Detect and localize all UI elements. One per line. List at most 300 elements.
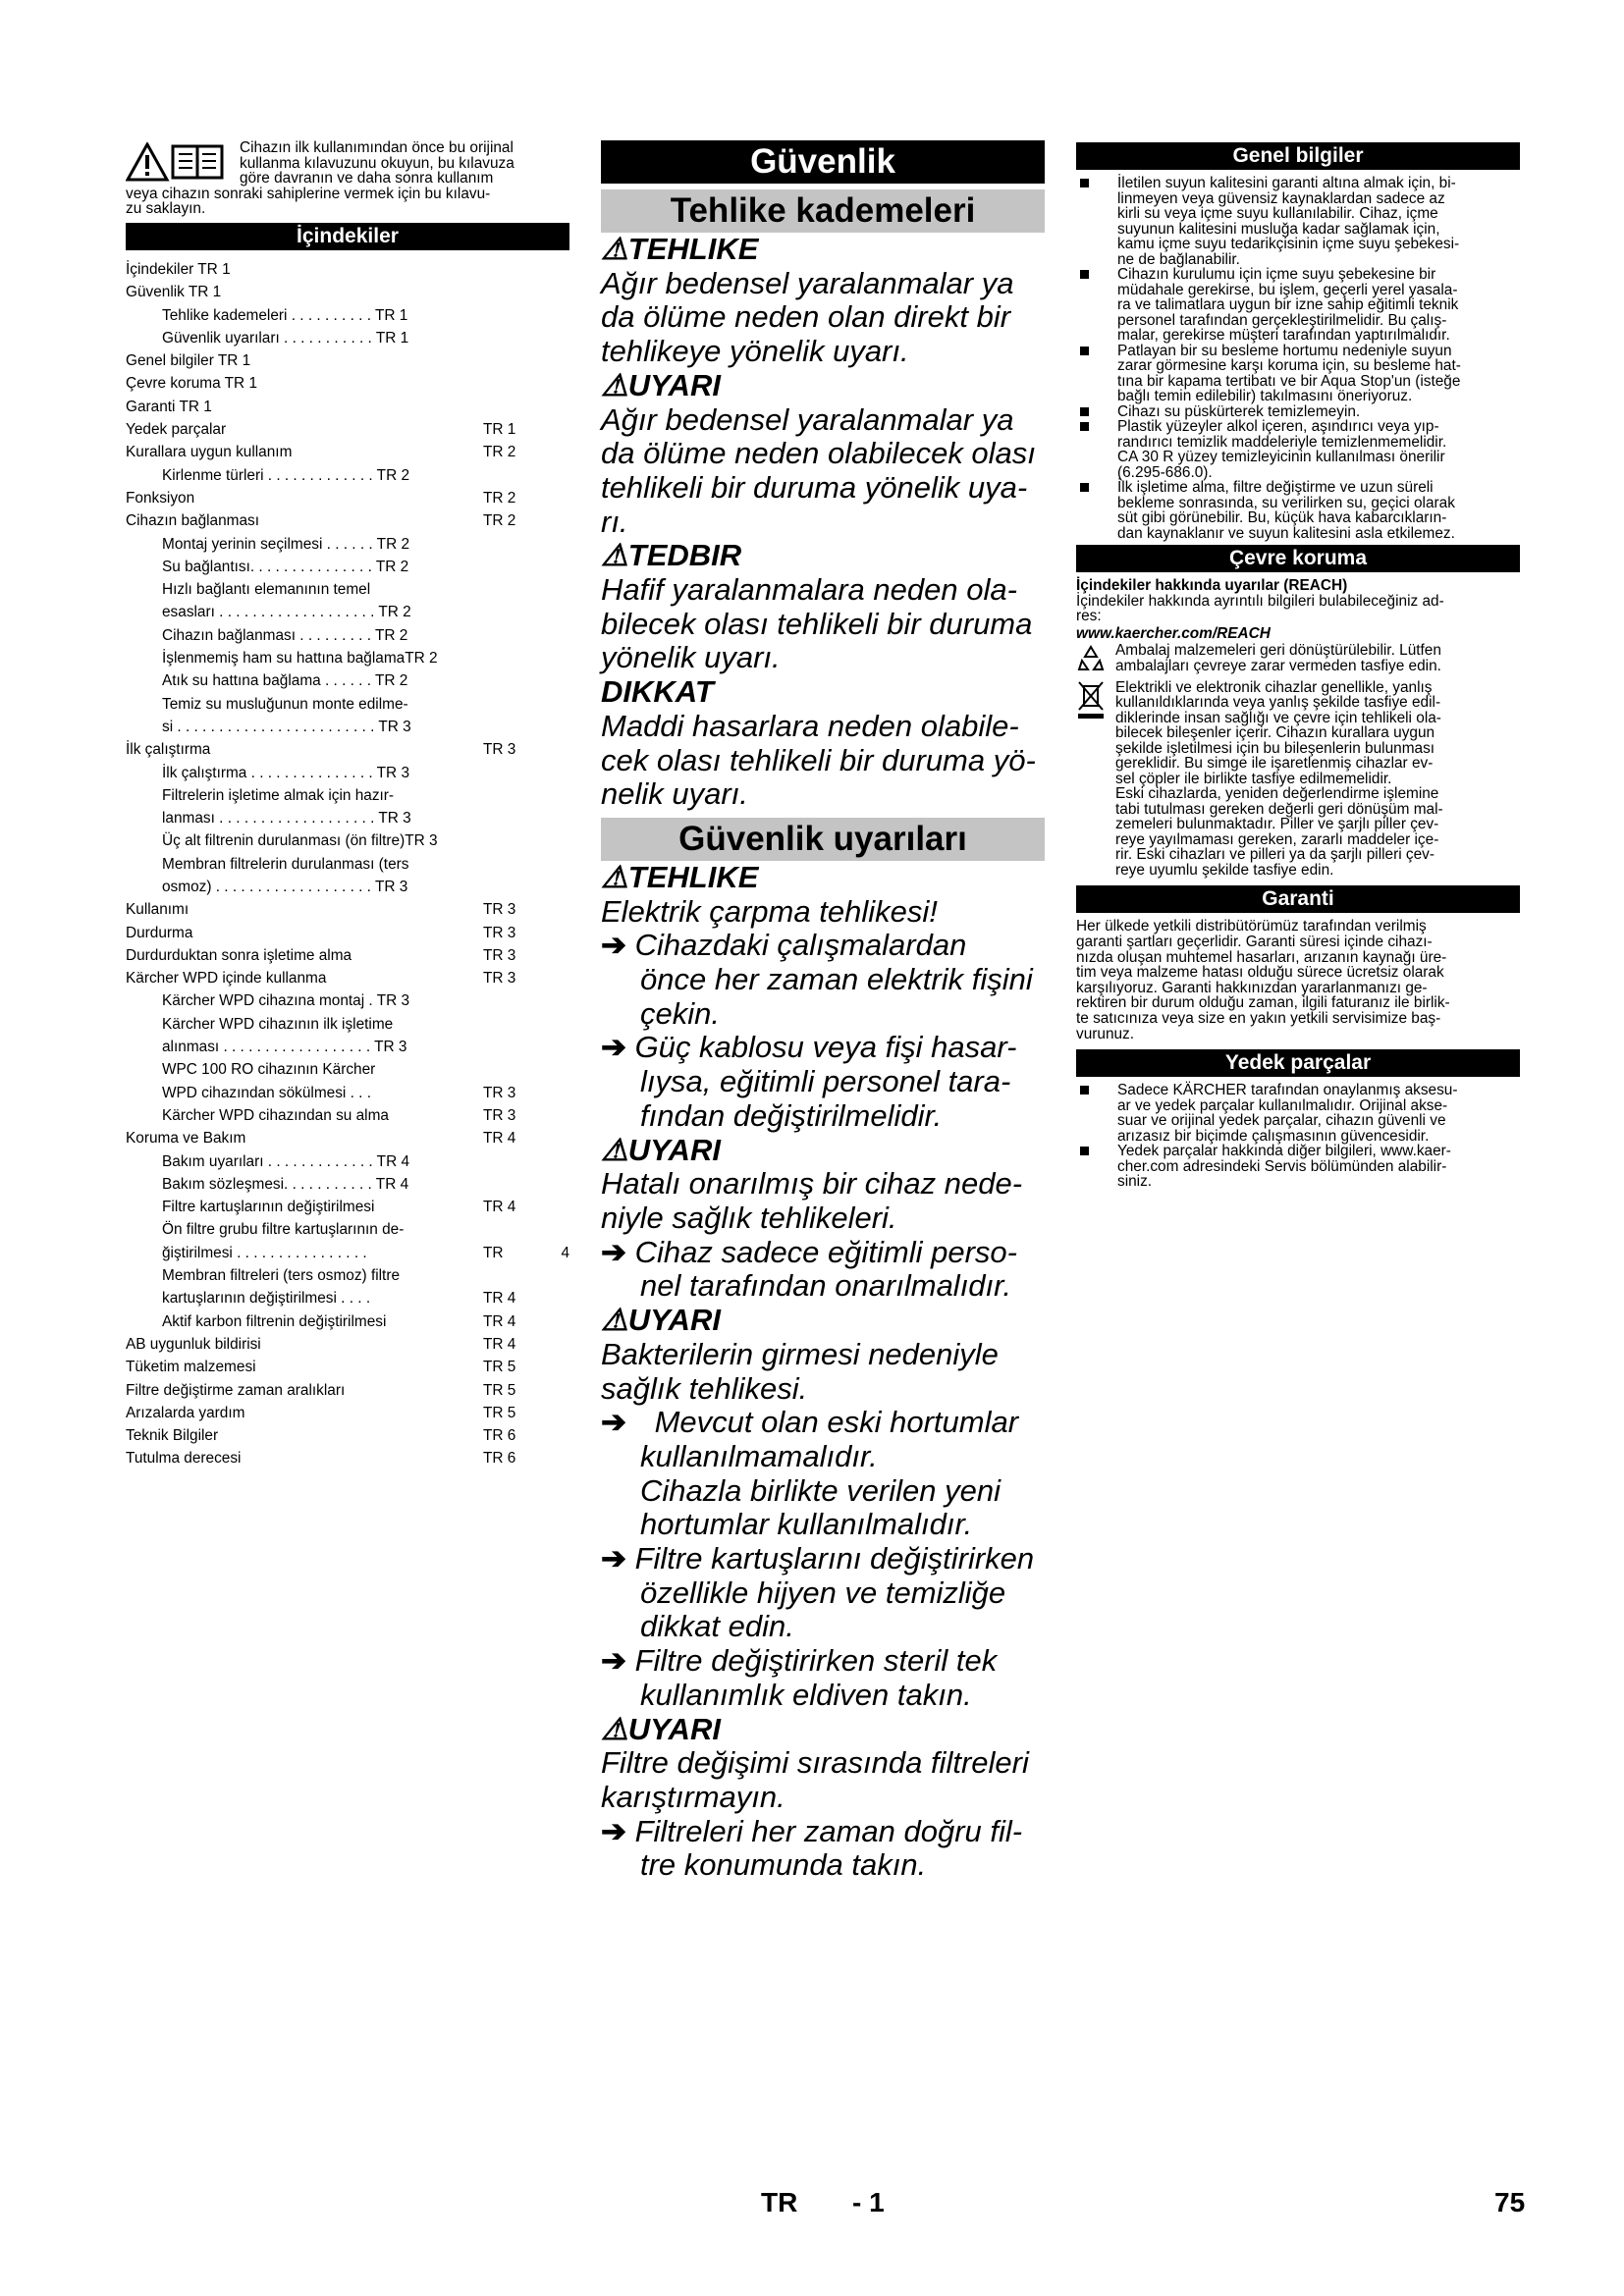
toc-entry[interactable]	[126, 1310, 569, 1333]
toc-entry-title: Çevre koruma TR 1	[126, 375, 257, 393]
toc-entry-title: Kurallara uygun kullanım	[126, 444, 293, 461]
note-action-line: dikkat edin.	[640, 1609, 794, 1644]
toc-entry-page: TR 6	[483, 1427, 516, 1445]
toc-entry-extra	[530, 1287, 569, 1309]
toc-entry[interactable]	[126, 1264, 569, 1287]
danger-levels	[601, 233, 1045, 812]
toc-entry-extra	[530, 647, 569, 669]
level-text: Ağır bedensel yaralanmalar ya	[601, 401, 1014, 437]
weee-line: sel çöpler ile birlikte tasfiye edilmemelidir.	[1115, 770, 1392, 787]
toc-entry-title: alınması . . . . . . . . . . . . . . . . . . TR 3	[162, 1039, 407, 1056]
warranty-heading: Garanti	[1076, 885, 1520, 913]
toc-entry-extra	[530, 1082, 569, 1104]
arrow-right-icon: ➔	[601, 928, 635, 963]
toc-entry-extra	[530, 716, 569, 738]
warranty-line: rektiren bir durum olduğu zaman, ilgili faturanız ile birlik-	[1076, 994, 1450, 1012]
danger-levels-heading: Tehlike kademeleri	[601, 189, 1045, 233]
toc-entry[interactable]	[126, 716, 569, 738]
reach-text: res:	[1076, 608, 1102, 625]
level-text: yönelik uyarı.	[601, 640, 781, 675]
toc-entry[interactable]	[126, 1447, 569, 1469]
toc-entry[interactable]	[126, 396, 569, 418]
toc-entry[interactable]	[126, 967, 569, 989]
bullet-line: arızasız bir biçimde çalışmasının güvencesidir.	[1117, 1127, 1430, 1145]
bullet-item	[1076, 419, 1520, 480]
bullet-line: kamu içme suyu tedarikçisinin içme suyu şebekesi-	[1117, 236, 1460, 252]
toc-entry-page	[483, 762, 530, 784]
toc-entry[interactable]	[126, 487, 569, 509]
toc-entry-extra	[530, 281, 569, 303]
note-action: ➔ Filtre kartuşlarını değiştirirken	[601, 1541, 1035, 1576]
toc-entry[interactable]	[126, 1082, 569, 1104]
toc-entry-page	[483, 578, 530, 601]
toc-entry-title: Su bağlantısı. . . . . . . . . . . . . . . TR 2	[162, 558, 409, 575]
toc-entry[interactable]	[126, 807, 569, 829]
toc-entry[interactable]	[126, 1150, 569, 1173]
toc-entry[interactable]	[126, 876, 569, 898]
toc-entry-extra	[530, 349, 569, 372]
toc-entry[interactable]	[126, 693, 569, 716]
left-column	[126, 140, 569, 1470]
note-action-line: fından değiştirilmelidir.	[640, 1097, 943, 1133]
toc-entry[interactable]	[126, 1196, 569, 1218]
toc-entry-page: TR 3	[483, 901, 516, 919]
toc-entry-page	[483, 669, 530, 692]
bullet-line: Patlayan bir su besleme hortumu nedeniyle suyun	[1117, 342, 1452, 359]
toc-entry-page	[483, 556, 530, 578]
toc-entry[interactable]	[126, 304, 569, 327]
toc-entry-title: Filtrelerin işletime almak için hazır-	[162, 786, 395, 804]
toc-entry-page: TR 1	[483, 421, 516, 439]
warning-triangle-icon: ⚠	[601, 1132, 628, 1167]
toc-heading: İçindekiler	[126, 223, 569, 250]
arrow-right-icon: ➔	[601, 1405, 635, 1440]
toc-entry-page	[483, 853, 530, 876]
toc-entry-title: Kärcher WPD cihazının ilk işletime	[162, 1015, 394, 1033]
note-action-line: kullanımlık eldiven takın.	[640, 1677, 972, 1712]
toc-entry-title: Tutulma derecesi	[126, 1450, 242, 1468]
toc-entry-extra	[530, 1310, 569, 1333]
toc-entry-title: AB uygunluk bildirisi	[126, 1335, 261, 1353]
toc-entry-page: TR 4	[483, 1130, 516, 1148]
toc-entry[interactable]	[126, 922, 569, 944]
toc-entry-title: Yedek parçalar	[126, 421, 227, 439]
toc-entry-page	[483, 1036, 530, 1058]
note-action-line: nel tarafından onarılmalıdır.	[640, 1268, 1011, 1304]
warning-triangle-icon: ⚠	[601, 1303, 628, 1338]
toc-entry[interactable]	[126, 989, 569, 1012]
toc-entry[interactable]	[126, 784, 569, 807]
bullet-item	[1076, 176, 1520, 267]
warranty-text	[1076, 919, 1520, 1041]
toc-entry-title: Kärcher WPD cihazına montaj . TR 3	[162, 992, 410, 1010]
toc-entry[interactable]	[126, 258, 569, 281]
bullet-line: Cihazın kurulumu için içme suyu şebekesine bir	[1117, 266, 1436, 283]
toc-entry-extra	[530, 784, 569, 807]
toc-entry-page	[483, 716, 530, 738]
toc-entry[interactable]	[126, 1402, 569, 1424]
toc-entry-page: TR 2	[483, 489, 516, 507]
toc-entry-extra	[530, 1196, 569, 1218]
bullet-line: siniz.	[1117, 1173, 1153, 1191]
note-text: Hatalı onarılmış bir cihaz nede-	[601, 1166, 1023, 1201]
toc-entry-page	[483, 601, 530, 623]
toc-list	[126, 258, 569, 1470]
warranty-line: te satıcınıza veya size en yakın yetkili servisimize baş-	[1076, 1009, 1441, 1027]
note-action-line: önce her zaman elektrik fişini	[640, 962, 1033, 997]
note-action-line: Cihazla birlikte verilen yeni	[640, 1472, 1001, 1508]
toc-entry-title: Kullanımı	[126, 901, 189, 919]
warranty-line: Her ülkede yetkili distribütörümüz tarafından verilmiş	[1076, 918, 1427, 935]
toc-entry-title: osmoz) . . . . . . . . . . . . . . . . . . . TR 3	[162, 878, 408, 895]
toc-entry-page	[483, 1218, 530, 1241]
toc-entry-page	[483, 258, 530, 281]
note-action-line: lıysa, eğitimli personel tara-	[640, 1064, 1011, 1099]
toc-entry-extra	[530, 487, 569, 509]
weee-line: zemeleri bulunmaktadır. Piller ve şarjlı piller çev-	[1115, 816, 1439, 833]
bullet-line: malar, gerekirse müşteri tarafından yaptırılmalıdır.	[1117, 327, 1450, 344]
safety-notes-heading: Güvenlik uyarıları	[601, 818, 1045, 861]
toc-entry-title: Genel bilgiler TR 1	[126, 352, 251, 370]
bullet-line: suyunun kalitesini musluğa kadar sağlamak için,	[1117, 220, 1440, 238]
bullet-item	[1076, 267, 1520, 344]
note-action-line: kullanılmamalıdır.	[640, 1438, 878, 1473]
level-text: nelik uyarı.	[601, 776, 748, 812]
toc-entry[interactable]	[126, 281, 569, 303]
toc-entry[interactable]	[126, 829, 569, 852]
toc-entry[interactable]	[126, 898, 569, 921]
bullet-item	[1076, 480, 1520, 541]
bullet-line: İletilen suyun kalitesini garanti altına almak için, bi-	[1117, 175, 1456, 191]
intro-line: zu saklayın.	[126, 200, 206, 218]
toc-entry-extra	[530, 1013, 569, 1036]
note-head: ⚠TEHLIKE	[601, 859, 759, 894]
bullet-square-icon	[1076, 267, 1117, 344]
toc-entry-extra	[530, 1218, 569, 1241]
toc-entry[interactable]	[126, 669, 569, 692]
bullet-line: Plastik yüzeyler alkol içeren, aşındırıcı veya yıp-	[1117, 418, 1439, 435]
toc-entry-title: Montaj yerinin seçilmesi . . . . . . TR 2	[162, 535, 410, 553]
toc-entry-page	[483, 624, 530, 647]
middle-column	[601, 140, 1045, 1883]
toc-entry[interactable]	[126, 1058, 569, 1081]
note-head: ⚠UYARI	[601, 1132, 721, 1167]
toc-entry-extra	[530, 1402, 569, 1424]
toc-entry-extra	[530, 876, 569, 898]
toc-entry[interactable]	[126, 556, 569, 578]
toc-entry[interactable]	[126, 372, 569, 395]
warning-manual-icon	[126, 142, 226, 182]
toc-entry-title: Membran filtrelerin durulanması (ters	[162, 855, 409, 873]
note-action: ➔ Filtre değiştirirken steril tek	[601, 1643, 998, 1679]
recycle-text: ambalajları çevreye zarar vermeden tasfiye edin.	[1115, 657, 1441, 674]
toc-entry-title: Filtre kartuşlarının değiştirilmesi	[162, 1199, 375, 1216]
bullet-line: CA 30 R yüzey temizleyicinin kullanılması önerilir	[1117, 449, 1445, 465]
note-text: karıştırmayın.	[601, 1779, 785, 1814]
toc-entry-page	[483, 647, 530, 669]
toc-entry-page: TR 3	[483, 924, 516, 941]
toc-entry-page: TR 5	[483, 1359, 516, 1376]
toc-entry-extra	[530, 898, 569, 921]
toc-entry-page: TR 3	[483, 1084, 516, 1101]
safety-notes	[601, 861, 1045, 1883]
warning-triangle-icon: ⚠	[601, 1711, 628, 1746]
arrow-right-icon: ➔	[601, 1234, 635, 1269]
level-text: Maddi hasarlara neden olabile-	[601, 708, 1019, 743]
toc-entry-page	[483, 1264, 530, 1287]
toc-entry-extra	[530, 601, 569, 623]
toc-entry-extra	[530, 693, 569, 716]
warranty-line: karşılıyoruz. Garanti hakkınızdan yararlanmanızı ge-	[1076, 979, 1428, 996]
toc-entry[interactable]	[126, 762, 569, 784]
toc-entry[interactable]	[126, 1173, 569, 1196]
warranty-line: nızda oluşan muhtemel hasarları, arızanın kaynağı üre-	[1076, 948, 1447, 966]
toc-entry-title: Membran filtreleri (ters osmoz) filtre	[162, 1267, 401, 1285]
note-action: ➔ Cihaz sadece eğitimli perso-	[601, 1234, 1017, 1269]
intro-line: Cihazın ilk kullanımından önce bu orijinal	[240, 139, 514, 156]
level-dikkat: DIKKAT	[601, 674, 714, 710]
toc-entry-page	[483, 396, 530, 418]
bullet-line: süt gibi görünebilir. Bu, küçük hava kabarcıkların-	[1117, 509, 1447, 526]
toc-entry-title: lanması . . . . . . . . . . . . . . . . . . . TR 3	[162, 810, 411, 828]
toc-entry[interactable]	[126, 738, 569, 761]
general-info-list	[1076, 176, 1520, 541]
level-text: tehlikeye yönelik uyarı.	[601, 334, 909, 369]
toc-entry-extra	[530, 1379, 569, 1402]
toc-entry-extra	[530, 738, 569, 761]
toc-entry[interactable]	[126, 533, 569, 556]
bullet-line: personel tarafından gerçekleştirilmelidir. Bu çalış-	[1117, 311, 1447, 329]
toc-entry-title: Durdurduktan sonra işletime alma	[126, 946, 352, 964]
note-action-line: özellikle hijyen ve temizliğe	[640, 1575, 1006, 1610]
toc-entry[interactable]	[126, 853, 569, 876]
toc-entry[interactable]	[126, 1242, 569, 1264]
toc-entry-extra	[530, 1127, 569, 1149]
level-tedbir: ⚠TEDBIR	[601, 538, 742, 573]
toc-entry-title: İçindekiler TR 1	[126, 260, 231, 278]
toc-entry[interactable]	[126, 1333, 569, 1356]
toc-entry-title: Arızalarda yardım	[126, 1404, 245, 1421]
toc-entry-page	[483, 784, 530, 807]
toc-entry-extra	[530, 762, 569, 784]
toc-entry-extra	[530, 1150, 569, 1173]
warranty-line: tim veya malzeme hatası olduğu sürece ücretsiz olarak	[1076, 964, 1444, 982]
bullet-line: tına bir kapama tertibatı ve bir Aqua Stop'un (isteğe	[1117, 372, 1461, 390]
right-column	[1076, 140, 1520, 1190]
note-action: ➔ Filtreleri her zaman doğru fil-	[601, 1813, 1023, 1848]
bullet-line: İlk işletime alma, filtre değiştirme ve uzun süreli	[1117, 479, 1434, 496]
spare-parts-list	[1076, 1083, 1520, 1190]
toc-entry-page	[483, 1013, 530, 1036]
warranty-line: garanti şartları geçerlidir. Garanti süresi içinde cihazı-	[1076, 933, 1433, 950]
weee-line: gereklidir. Bu simge ile işaretlenmiş cihazlar ev-	[1115, 755, 1434, 773]
toc-entry-title: Bakım sözleşmesi. . . . . . . . . . . TR 4	[162, 1175, 409, 1193]
bullet-line: linmeyen veya güvensiz kaynaklardan sadece az	[1117, 189, 1445, 207]
weee-line: Eski cihazlarda, yeniden değerlendirme işlemine	[1115, 785, 1439, 803]
toc-entry[interactable]	[126, 349, 569, 372]
reach-text: İçindekiler hakkında ayrıntılı bilgileri bulabileceğiniz ad-	[1076, 592, 1444, 610]
toc-entry-title: Atık su hattına bağlama . . . . . . TR 2	[162, 672, 408, 690]
level-text: Ağır bedensel yaralanmalar ya	[601, 265, 1014, 300]
toc-entry-extra	[530, 1058, 569, 1081]
toc-entry[interactable]	[126, 1036, 569, 1058]
toc-entry-title: Tehlike kademeleri . . . . . . . . . . TR 1	[162, 306, 408, 324]
bullet-line: ar ve yedek parçalar kullanılmalıdır. Orijinal akse-	[1117, 1096, 1448, 1114]
warranty-line: vurunuz.	[1076, 1025, 1135, 1042]
toc-entry-page	[483, 349, 530, 372]
bullet-item	[1076, 1144, 1520, 1190]
bullet-line: (6.295-686.0).	[1117, 463, 1213, 481]
weee-line: şekilde işletilmesi için bu bileşenlerin bulunması	[1115, 739, 1435, 757]
toc-entry-page: TR 3	[483, 970, 516, 988]
toc-entry-page: TR 5	[483, 1381, 516, 1399]
toc-entry-extra	[530, 441, 569, 463]
bullet-line: Yedek parçalar hakkında diğer bilgileri, www.kaer-	[1117, 1143, 1451, 1160]
toc-entry[interactable]	[126, 1424, 569, 1447]
toc-entry-page	[483, 464, 530, 487]
toc-entry-title: Güvenlik uyarıları . . . . . . . . . . . TR 1	[162, 329, 409, 347]
arrow-right-icon: ➔	[601, 1813, 635, 1848]
toc-entry-extra	[530, 1036, 569, 1058]
bullet-square-icon	[1076, 344, 1117, 404]
footer-lang: TR	[761, 2187, 798, 2217]
toc-entry-title: Üç alt filtrenin durulanması (ön filtre)TR 3	[162, 832, 438, 850]
note-head: ⚠UYARI	[601, 1303, 721, 1338]
toc-entry-extra	[530, 807, 569, 829]
toc-entry-title: Hızlı bağlantı elemanının temel	[162, 581, 371, 599]
intro-line: göre davranın ve daha sonra kullanım	[240, 170, 494, 187]
bullet-line: bağlı temin edilebilir) takılmasını öneriyoruz.	[1117, 388, 1413, 404]
note-action: ➔ Cihazdaki çalışmalardan	[601, 928, 967, 963]
toc-entry-page: TR 5	[483, 1404, 516, 1421]
weee-line: reye uyumlu şekilde tasfiye edin.	[1115, 861, 1334, 879]
toc-entry-extra	[530, 327, 569, 349]
toc-entry-page	[483, 1150, 530, 1173]
environment-heading: Çevre koruma	[1076, 545, 1520, 572]
toc-entry-extra	[530, 967, 569, 989]
toc-entry[interactable]	[126, 1379, 569, 1402]
toc-entry[interactable]	[126, 1127, 569, 1149]
toc-entry-title: Teknik Bilgiler	[126, 1427, 219, 1445]
warning-triangle-icon: ⚠	[601, 367, 628, 402]
note-action-line: hortumlar kullanılmalıdır.	[640, 1507, 973, 1542]
toc-entry-title: Temiz su musluğunun monte edilme-	[162, 695, 408, 713]
bullet-line: müdahale gerekirse, bu işlem, geçerli yerel yasala-	[1117, 281, 1458, 298]
toc-entry-extra	[530, 258, 569, 281]
weee-line: tabi tutulması gereken değerli geri dönüşüm mal-	[1115, 800, 1443, 818]
toc-entry[interactable]	[126, 1356, 569, 1378]
toc-entry[interactable]	[126, 647, 569, 669]
toc-entry[interactable]	[126, 327, 569, 349]
toc-entry[interactable]	[126, 1104, 569, 1127]
toc-entry-page	[483, 327, 530, 349]
toc-entry[interactable]	[126, 464, 569, 487]
reach-link[interactable]: www.kaercher.com/REACH	[1076, 624, 1271, 642]
note-head: ⚠UYARI	[601, 1711, 721, 1746]
toc-entry-extra	[530, 1424, 569, 1447]
toc-entry[interactable]	[126, 944, 569, 967]
weee-line: rir. Eski cihazları ve pilleri ya da şarjlı pilleri çev-	[1115, 846, 1435, 864]
general-info-heading: Genel bilgiler	[1076, 142, 1520, 170]
bullet-line: cher.com adresindeki Servis bölümünden alabilir-	[1117, 1157, 1447, 1175]
bullet-square-icon	[1076, 480, 1117, 541]
toc-entry-title: Tüketim malzemesi	[126, 1359, 256, 1376]
bullet-item	[1076, 1083, 1520, 1144]
toc-entry-page	[483, 693, 530, 716]
level-text: rı.	[601, 504, 628, 539]
toc-entry[interactable]	[126, 601, 569, 623]
toc-entry-title: Bakım uyarıları . . . . . . . . . . . . . TR 4	[162, 1152, 410, 1170]
toc-entry-title: Güvenlik TR 1	[126, 284, 222, 301]
bullet-item	[1076, 404, 1520, 420]
weee-line: Elektrikli ve elektronik cihazlar genellikle, yanlış	[1115, 678, 1433, 696]
toc-entry-title: ğiştirilmesi . . . . . . . . . . . . . . . .	[162, 1244, 367, 1261]
footer-page: - 1	[852, 2187, 885, 2217]
toc-entry[interactable]	[126, 441, 569, 463]
bullet-item	[1076, 344, 1520, 404]
toc-entry-extra	[530, 1104, 569, 1127]
toc-entry-title: Kirlenme türleri . . . . . . . . . . . . . TR 2	[162, 466, 410, 484]
toc-entry[interactable]	[126, 418, 569, 441]
toc-entry-page	[483, 372, 530, 395]
toc-entry[interactable]	[126, 1013, 569, 1036]
toc-entry-title: esasları . . . . . . . . . . . . . . . . . . . TR 2	[162, 604, 411, 621]
toc-entry-title: Kärcher WPD içinde kullanma	[126, 970, 327, 988]
recycle-text: Ambalaj malzemeleri geri dönüştürülebilir. Lütfen	[1115, 642, 1441, 660]
toc-entry-page: TR 3	[483, 741, 516, 759]
note-action-line: tre konumunda takın.	[640, 1847, 927, 1883]
level-tehlike: ⚠TEHLIKE	[601, 232, 759, 266]
toc-entry-page	[483, 807, 530, 829]
bullet-line: zarar görmesine karşı koruma için, su besleme hat-	[1117, 357, 1461, 374]
toc-entry[interactable]	[126, 1218, 569, 1241]
toc-entry-page	[483, 533, 530, 556]
toc-entry-page: TR 4	[483, 1290, 516, 1308]
toc-entry-extra	[530, 989, 569, 1012]
bullet-line: ra ve talimatlara uygun bir izne sahip eğitimli teknik	[1117, 296, 1459, 313]
toc-entry-page: TR 3	[483, 1106, 516, 1124]
note-text: niyle sağlık tehlikeleri.	[601, 1200, 897, 1235]
toc-entry-extra	[530, 418, 569, 441]
bullet-line: bekleme sonrasında, su verilirken su, geçici olarak	[1117, 494, 1455, 511]
toc-entry-title: Durdurma	[126, 924, 193, 941]
toc-entry-extra	[530, 853, 569, 876]
note-text: Elektrik çarpma tehlikesi!	[601, 893, 938, 929]
toc-entry-title: Aktif karbon filtrenin değiştirilmesi	[162, 1312, 387, 1330]
level-text: Hafif yaralanmalara neden ola-	[601, 572, 1017, 608]
toc-entry[interactable]	[126, 578, 569, 601]
intro-note	[126, 140, 569, 217]
weee-line: kullanıldıklarında veya yanlış şekilde tasfiye edil-	[1115, 694, 1441, 712]
toc-entry[interactable]	[126, 1287, 569, 1309]
toc-entry-extra	[530, 1264, 569, 1287]
spare-parts-heading: Yedek parçalar	[1076, 1049, 1520, 1077]
bullet-square-icon	[1076, 419, 1117, 480]
toc-entry-title: İlk çalıştırma . . . . . . . . . . . . . . . TR 3	[162, 764, 409, 781]
toc-entry-page	[483, 1058, 530, 1081]
toc-entry-title: İlk çalıştırma	[126, 741, 211, 759]
toc-entry-extra	[530, 1356, 569, 1378]
toc-entry-title: Ön filtre grubu filtre kartuşlarının de-	[162, 1221, 405, 1239]
bullet-square-icon	[1076, 404, 1117, 420]
weee-line: reye yayılmaması gereken, zararlı maddeler içe-	[1115, 830, 1439, 848]
warning-triangle-icon: ⚠	[601, 859, 628, 894]
arrow-right-icon: ➔	[601, 1030, 635, 1065]
bullet-line: suar ve orijinal yedek parçalar, cihazın güvenli ve	[1117, 1112, 1446, 1130]
toc-entry-page: TR 4	[483, 1335, 516, 1353]
toc-entry[interactable]	[126, 624, 569, 647]
toc-entry[interactable]	[126, 509, 569, 532]
